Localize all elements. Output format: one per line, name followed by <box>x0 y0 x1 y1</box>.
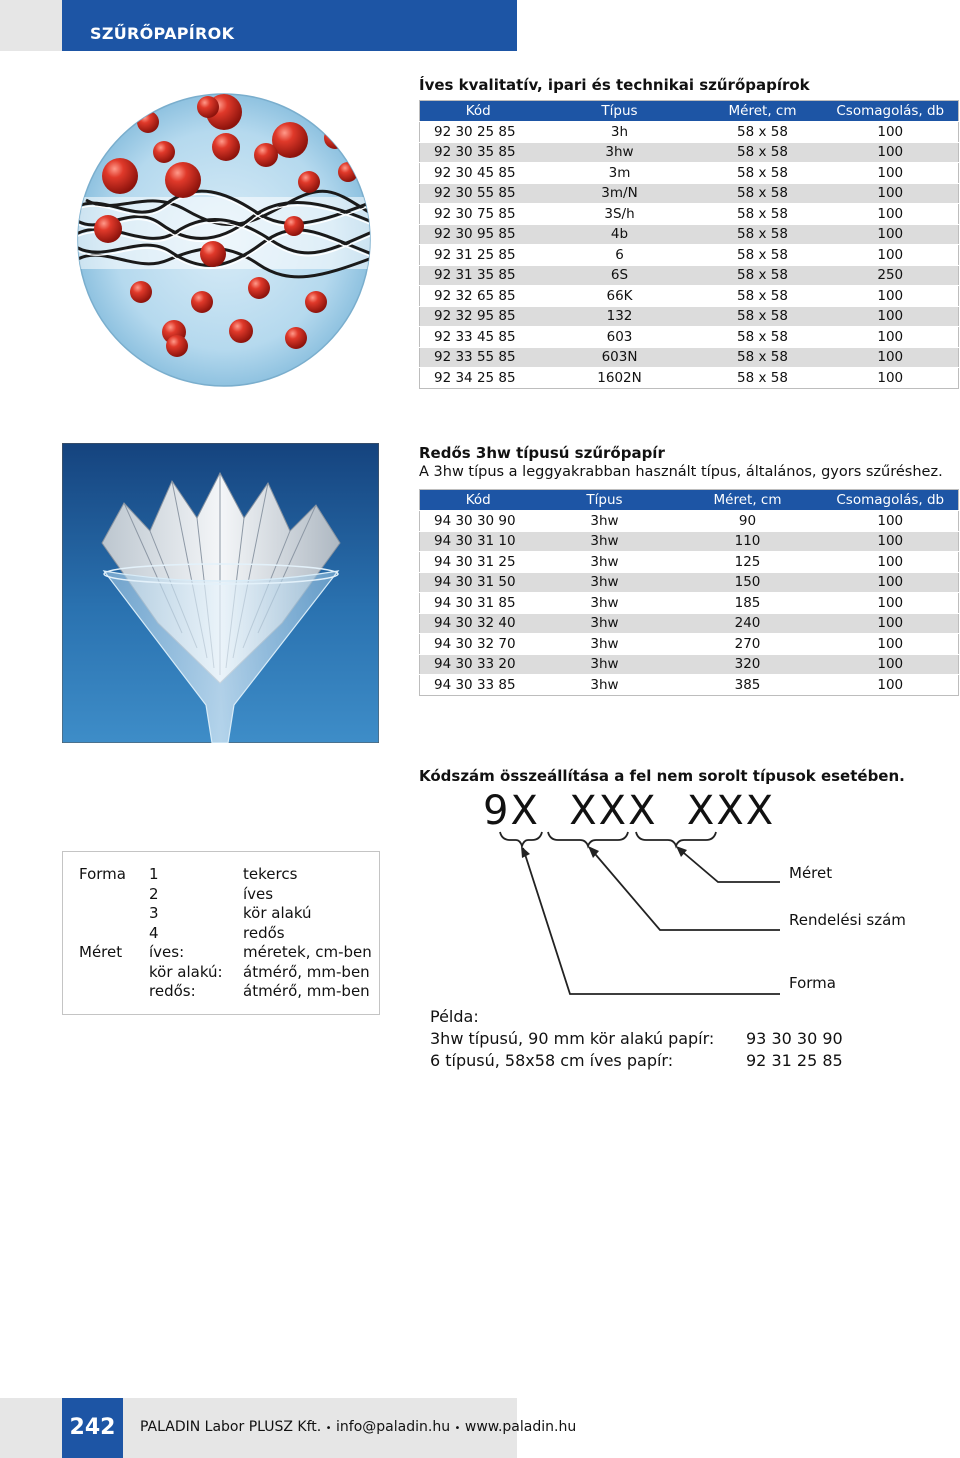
code-diagram-arrows <box>490 826 800 1006</box>
cell-csomagolas: 100 <box>823 224 959 245</box>
cell-tipus: 3hw <box>537 634 673 655</box>
label-forma: Forma <box>789 974 836 992</box>
section2-table <box>419 489 959 696</box>
cell-tipus: 3S/h <box>537 204 703 225</box>
cell-meret: 58 x 58 <box>703 306 823 327</box>
legend-value: méretek, cm-ben <box>243 943 372 961</box>
cell-meret: 125 <box>673 552 823 573</box>
table-row <box>420 613 959 634</box>
cell-csomagolas: 100 <box>823 531 959 552</box>
legend-row <box>79 865 372 885</box>
col-header-kod: Kód <box>420 101 537 122</box>
cell-kod: 92 30 35 85 <box>420 142 537 163</box>
legend-value: íves <box>243 884 274 903</box>
cell-meret: 185 <box>673 593 823 614</box>
cell-csomagolas: 100 <box>823 286 959 307</box>
table-row <box>420 183 959 204</box>
cell-tipus: 3hw <box>537 552 673 573</box>
cell-kod: 94 30 33 85 <box>420 675 537 696</box>
example-heading: Példa: <box>430 1007 479 1026</box>
table-row <box>420 224 959 245</box>
legend-key: 3 <box>149 904 159 922</box>
cell-tipus: 6 <box>537 245 703 266</box>
cell-kod: 92 31 35 85 <box>420 265 537 286</box>
col-header-tipus: Típus <box>537 490 673 511</box>
cell-tipus: 3m/N <box>537 183 703 204</box>
example-description: 3hw típusú, 90 mm kör alakú papír: <box>430 1029 715 1048</box>
legend-value: átmérő, mm-ben <box>243 982 370 1000</box>
leader-meret <box>678 848 780 882</box>
col-header-meret: Méret, cm <box>673 490 823 511</box>
cell-tipus: 3hw <box>537 572 673 593</box>
example-block <box>430 1006 843 1072</box>
table-row <box>420 142 959 163</box>
legend-key: kör alakú: <box>149 962 223 981</box>
cell-tipus: 3hw <box>537 654 673 675</box>
cell-kod: 92 31 25 85 <box>420 245 537 266</box>
cell-csomagolas: 100 <box>823 122 959 143</box>
legend-row <box>79 963 372 983</box>
table-row <box>420 204 959 225</box>
col-header-kod: Kód <box>420 490 537 511</box>
cell-tipus: 3hw <box>537 511 673 532</box>
cell-meret: 320 <box>673 654 823 675</box>
header-grey-block <box>0 0 62 51</box>
arrowhead-forma <box>521 846 530 858</box>
page-number: 242 <box>69 1415 116 1440</box>
cell-meret: 58 x 58 <box>703 245 823 266</box>
legend-value: átmérő, mm-ben <box>243 962 370 981</box>
legend-group: Forma <box>79 865 126 883</box>
cell-csomagolas: 100 <box>823 327 959 348</box>
table-row <box>420 368 959 389</box>
cell-kod: 92 30 45 85 <box>420 163 537 184</box>
legend-group: Méret <box>79 943 123 961</box>
cell-meret: 90 <box>673 511 823 532</box>
cell-tipus: 3hw <box>537 142 703 163</box>
cell-meret: 58 x 58 <box>703 142 823 163</box>
cell-csomagolas: 100 <box>823 675 959 696</box>
cell-kod: 92 33 45 85 <box>420 327 537 348</box>
cell-csomagolas: 100 <box>823 552 959 573</box>
cell-tipus: 603 <box>537 327 703 348</box>
legend-key: 2 <box>149 884 159 903</box>
table-row <box>420 163 959 184</box>
cell-meret: 110 <box>673 531 823 552</box>
example-row <box>430 1028 843 1050</box>
table-row <box>420 286 959 307</box>
cell-tipus: 3hw <box>537 593 673 614</box>
cell-meret: 58 x 58 <box>703 204 823 225</box>
cell-tipus: 3hw <box>537 613 673 634</box>
col-header-csomagolas: Csomagolás, db <box>823 101 959 122</box>
cell-meret: 58 x 58 <box>703 347 823 368</box>
section1-title: Íves kvalitatív, ipari és technikai szűrőpapírok <box>419 76 810 94</box>
legend-row <box>79 904 372 924</box>
cell-kod: 92 30 55 85 <box>420 183 537 204</box>
table-row <box>420 347 959 368</box>
leader-rendelesi <box>590 848 780 930</box>
table-row <box>420 245 959 266</box>
cell-meret: 58 x 58 <box>703 368 823 389</box>
cell-csomagolas: 250 <box>823 265 959 286</box>
cell-tipus: 3m <box>537 163 703 184</box>
legend-key: 1 <box>149 865 159 883</box>
cell-tipus: 132 <box>537 306 703 327</box>
cell-meret: 270 <box>673 634 823 655</box>
cell-meret: 58 x 58 <box>703 122 823 143</box>
code-pattern: 9X XXX XXX <box>483 788 776 834</box>
cell-meret: 58 x 58 <box>703 327 823 348</box>
cell-kod: 94 30 30 90 <box>420 511 537 532</box>
example-description: 6 típusú, 58x58 cm íves papír: <box>430 1051 674 1070</box>
cell-kod: 94 30 31 50 <box>420 572 537 593</box>
table-header-row <box>420 490 959 511</box>
brace-meret <box>636 832 716 846</box>
cell-csomagolas: 100 <box>823 245 959 266</box>
table-row <box>420 511 959 532</box>
table-row <box>420 634 959 655</box>
cell-kod: 94 30 31 10 <box>420 531 537 552</box>
cell-tipus: 6S <box>537 265 703 286</box>
legend-value: kör alakú <box>243 904 312 922</box>
cell-csomagolas: 100 <box>823 163 959 184</box>
cell-csomagolas: 100 <box>823 204 959 225</box>
cell-csomagolas: 100 <box>823 183 959 204</box>
table-header-row <box>420 101 959 122</box>
label-rendelesi-szam: Rendelési szám <box>789 911 906 929</box>
table-row <box>420 552 959 573</box>
cell-meret: 58 x 58 <box>703 163 823 184</box>
table-row <box>420 531 959 552</box>
cell-csomagolas: 100 <box>823 654 959 675</box>
cell-csomagolas: 100 <box>823 511 959 532</box>
legend-value: tekercs <box>243 865 298 883</box>
col-header-tipus: Típus <box>537 101 703 122</box>
brace-forma <box>500 832 542 846</box>
label-meret: Méret <box>789 864 833 882</box>
cell-csomagolas: 100 <box>823 613 959 634</box>
legend-key: 4 <box>149 923 159 942</box>
table-row <box>420 122 959 143</box>
col-header-csomagolas: Csomagolás, db <box>823 490 959 511</box>
cell-kod: 94 30 31 85 <box>420 593 537 614</box>
cell-kod: 94 30 32 70 <box>420 634 537 655</box>
table-row <box>420 327 959 348</box>
section3-title: Kódszám összeállítása a fel nem sorolt típusok esetében. <box>419 767 905 785</box>
cell-kod: 94 30 31 25 <box>420 552 537 573</box>
legend-value: redős <box>243 923 285 942</box>
example-code: 93 30 30 90 <box>746 1029 843 1048</box>
cell-csomagolas: 100 <box>823 347 959 368</box>
cell-tipus: 1602N <box>537 368 703 389</box>
cell-meret: 58 x 58 <box>703 265 823 286</box>
cell-kod: 94 30 32 40 <box>420 613 537 634</box>
cell-meret: 240 <box>673 613 823 634</box>
table-row <box>420 306 959 327</box>
cell-meret: 385 <box>673 675 823 696</box>
cell-tipus: 66K <box>537 286 703 307</box>
cell-kod: 92 32 65 85 <box>420 286 537 307</box>
cell-csomagolas: 100 <box>823 572 959 593</box>
footer-email-link[interactable]: info@paladin.hu <box>336 1419 451 1435</box>
cell-csomagolas: 100 <box>823 142 959 163</box>
cell-csomagolas: 100 <box>823 634 959 655</box>
cell-tipus: 3hw <box>537 675 673 696</box>
cell-meret: 58 x 58 <box>703 286 823 307</box>
table-row <box>420 265 959 286</box>
footer-website-link[interactable]: www.paladin.hu <box>464 1419 577 1435</box>
cell-kod: 92 34 25 85 <box>420 368 537 389</box>
cell-tipus: 4b <box>537 224 703 245</box>
filter-fiber-illustration <box>76 92 372 388</box>
table-row <box>420 654 959 675</box>
section2-title: Redős 3hw típusú szűrőpapír <box>419 444 665 462</box>
cell-kod: 92 33 55 85 <box>420 347 537 368</box>
footer-separator: • <box>454 1423 461 1434</box>
cell-csomagolas: 100 <box>823 306 959 327</box>
example-row <box>430 1050 843 1072</box>
brace-rendelesi <box>548 832 628 846</box>
section2-subtitle: A 3hw típus a leggyakrabban használt típus, általános, gyors szűréshez. <box>419 464 943 480</box>
footer-company: PALADIN Labor PLUSZ Kft. <box>140 1419 322 1435</box>
section1-table <box>419 100 959 389</box>
example-code: 92 31 25 85 <box>746 1051 843 1070</box>
footer-separator: • <box>325 1423 332 1434</box>
table-row <box>420 675 959 696</box>
table-row <box>420 572 959 593</box>
legend-row <box>79 885 372 905</box>
cell-tipus: 3hw <box>537 531 673 552</box>
table-row <box>420 593 959 614</box>
cell-kod: 92 32 95 85 <box>420 306 537 327</box>
legend-row <box>79 982 372 1002</box>
cell-kod: 92 30 75 85 <box>420 204 537 225</box>
cell-csomagolas: 100 <box>823 368 959 389</box>
cell-meret: 58 x 58 <box>703 224 823 245</box>
page-title: SZŰRŐPAPÍROK <box>90 24 235 43</box>
col-header-meret: Méret, cm <box>703 101 823 122</box>
pleated-filter-funnel-photo <box>62 443 379 743</box>
cell-meret: 58 x 58 <box>703 183 823 204</box>
cell-csomagolas: 100 <box>823 593 959 614</box>
cell-kod: 94 30 33 20 <box>420 654 537 675</box>
cell-tipus: 3h <box>537 122 703 143</box>
cell-meret: 150 <box>673 572 823 593</box>
code-legend-box <box>62 851 380 1015</box>
cell-kod: 92 30 25 85 <box>420 122 537 143</box>
legend-row <box>79 924 372 944</box>
cell-tipus: 603N <box>537 347 703 368</box>
footer-contact <box>140 1419 576 1435</box>
legend-key: íves: <box>149 943 185 961</box>
legend-row <box>79 943 372 963</box>
cell-kod: 92 30 95 85 <box>420 224 537 245</box>
legend-key: redős: <box>149 982 196 1000</box>
